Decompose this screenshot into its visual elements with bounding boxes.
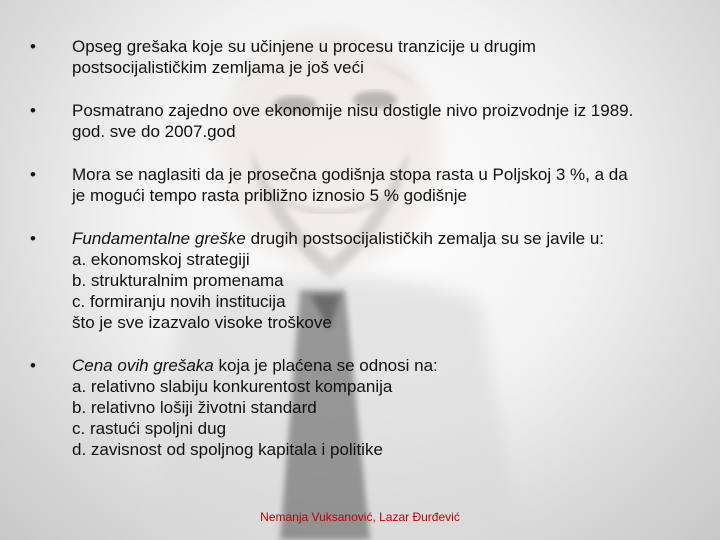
text-line: god. sve do 2007.god [72, 122, 236, 141]
text-line: Mora se naglasiti da je prosečna godišnja stopa rasta u Poljskoj 3 %, a da [72, 165, 628, 184]
bullet-glyph: • [30, 165, 36, 184]
bullet-glyph: • [30, 356, 36, 375]
bullet-glyph: • [30, 101, 36, 120]
bullet-glyph: • [30, 37, 36, 56]
italic-term: Fundamentalne greške [72, 229, 246, 248]
text-line: što je sve izazvalo visoke troškove [72, 313, 332, 332]
text-line: a. relativno slabiju konkurentost kompanija [72, 377, 393, 396]
text-line: c. rastući spoljni dug [72, 419, 227, 438]
lead-text: koja je plaćena se odnosi na: [213, 356, 438, 375]
footer-authors: Nemanja Vuksanović, Lazar Đurđević [260, 510, 460, 524]
italic-term: Cena ovih grešaka [72, 356, 214, 375]
bullet-list [28, 36, 708, 482]
bullet-item-3 [28, 164, 708, 206]
text-line: c. formiranju novih institucija [72, 292, 286, 311]
text-line: je mogući tempo rasta približno iznosio 5 % godišnje [72, 186, 467, 205]
bullet-glyph: • [30, 229, 36, 248]
lead-text: drugih postsocijalističkih zemalja su se javile u: [245, 229, 604, 248]
bullet-item-1 [28, 36, 708, 78]
text-line: d. zavisnost od spoljnog kapitala i politike [72, 440, 383, 459]
text-line: postsocijalističkim zemljama je još veći [72, 58, 364, 77]
bullet-item-2 [28, 100, 708, 142]
bullet-item-4 [28, 228, 708, 333]
text-line: Posmatrano zajedno ove ekonomije nisu dostigle nivo proizvodnje iz 1989. [72, 101, 634, 120]
text-line: b. relativno lošiji životni standard [72, 398, 317, 417]
text-line-lead [72, 355, 708, 376]
text-line-lead [72, 228, 708, 249]
text-line: a. ekonomskoj strategiji [72, 250, 250, 269]
bullet-item-5 [28, 355, 708, 460]
text-line: b. strukturalnim promenama [72, 271, 284, 290]
text-line: Opseg grešaka koje su učinjene u procesu tranzicije u drugim [72, 37, 536, 56]
